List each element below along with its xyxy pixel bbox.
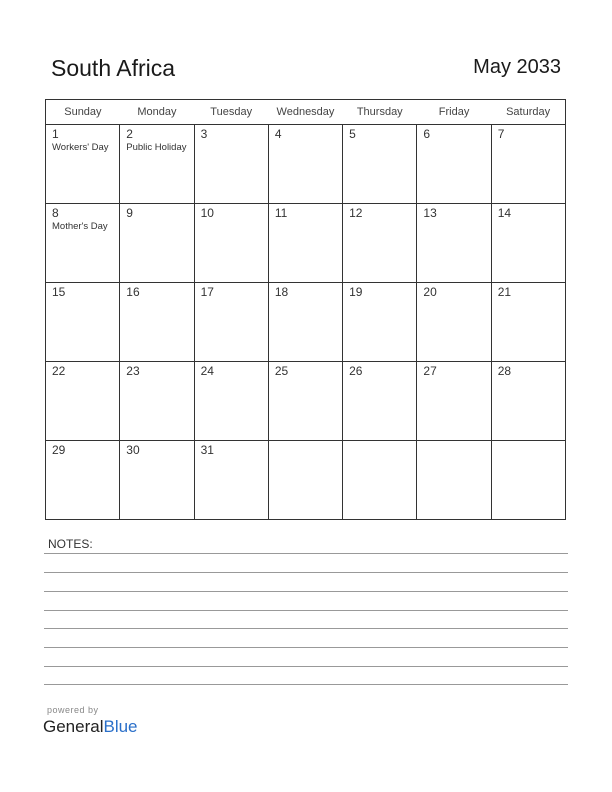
- calendar-day-cell[interactable]: [268, 283, 342, 362]
- note-line: [44, 666, 568, 667]
- calendar-day-cell[interactable]: [343, 283, 417, 362]
- calendar-week-row: [46, 283, 566, 362]
- day-number: 18: [274, 285, 289, 299]
- calendar-day-cell[interactable]: [491, 441, 565, 520]
- calendar-day-cell[interactable]: [343, 125, 417, 204]
- day-number: 27: [423, 364, 437, 378]
- calendar-day-cell[interactable]: [120, 125, 194, 204]
- calendar-day-cell[interactable]: [268, 125, 342, 204]
- calendar-country-title: South Africa: [51, 55, 176, 81]
- day-number: 15: [52, 285, 66, 299]
- note-line: [44, 647, 568, 648]
- weekday-tuesday: Tuesday: [194, 100, 268, 125]
- calendar-day-cell[interactable]: [343, 441, 417, 520]
- calendar-day-cell[interactable]: [194, 125, 268, 204]
- day-number: 26: [349, 364, 363, 378]
- day-number: 2: [126, 127, 133, 141]
- calendar-day-cell[interactable]: [268, 204, 342, 283]
- holiday-label: Workers' Day: [52, 142, 109, 153]
- calendar-day-cell[interactable]: [417, 441, 491, 520]
- weekday-header-row: [46, 100, 566, 125]
- day-number: 6: [423, 127, 431, 141]
- weekday-monday: Monday: [120, 100, 194, 125]
- weekday-saturday: Saturday: [491, 100, 565, 125]
- day-number: 30: [126, 443, 140, 457]
- day-number: 12: [349, 206, 363, 220]
- calendar-day-cell[interactable]: [120, 204, 194, 283]
- day-number: 28: [497, 364, 512, 378]
- calendar-day-cell[interactable]: [46, 125, 120, 204]
- calendar-day-cell[interactable]: [194, 441, 268, 520]
- weekday-sunday: Sunday: [46, 100, 120, 125]
- day-number: 29: [52, 443, 66, 457]
- day-number: 5: [349, 127, 356, 141]
- weekday-friday: Friday: [417, 100, 491, 125]
- day-number: 14: [497, 206, 512, 220]
- day-number: 17: [200, 285, 214, 299]
- holiday-label: Public Holiday: [126, 142, 187, 153]
- calendar-day-cell[interactable]: [194, 283, 268, 362]
- calendar-day-cell[interactable]: [46, 362, 120, 441]
- day-number: 20: [423, 285, 437, 299]
- calendar-grid: [45, 99, 566, 520]
- day-number: 9: [126, 206, 133, 220]
- note-line: [44, 610, 568, 611]
- calendar-day-cell[interactable]: [46, 283, 120, 362]
- calendar-day-cell[interactable]: [491, 125, 565, 204]
- calendar-day-cell[interactable]: [417, 204, 491, 283]
- calendar-week-row: [46, 362, 566, 441]
- calendar-day-cell[interactable]: [491, 204, 565, 283]
- holiday-label: Mother's Day: [52, 221, 108, 232]
- weekday-wednesday: Wednesday: [268, 100, 342, 125]
- note-line: [44, 591, 568, 592]
- day-number: 3: [200, 127, 208, 141]
- calendar-day-cell[interactable]: [417, 362, 491, 441]
- day-number: 13: [423, 206, 437, 220]
- day-number: 24: [200, 364, 214, 378]
- day-number: 23: [126, 364, 140, 378]
- calendar-day-cell[interactable]: [417, 283, 491, 362]
- calendar-day-cell[interactable]: [417, 125, 491, 204]
- calendar-day-cell[interactable]: [120, 441, 194, 520]
- notes-label: NOTES:: [48, 537, 93, 551]
- day-number: 1: [52, 127, 59, 141]
- day-number: 19: [349, 285, 363, 299]
- note-line: [44, 684, 568, 685]
- calendar-day-cell[interactable]: [194, 362, 268, 441]
- calendar-week-row: [46, 125, 566, 204]
- weekday-thursday: Thursday: [343, 100, 417, 125]
- day-number: 11: [274, 206, 288, 220]
- calendar-day-cell[interactable]: [491, 283, 565, 362]
- day-number: 4: [274, 127, 282, 141]
- brand-blue: Blue: [103, 717, 138, 736]
- calendar-day-cell[interactable]: [120, 283, 194, 362]
- brand-general: General: [43, 717, 104, 736]
- calendar-day-cell[interactable]: [343, 362, 417, 441]
- calendar-day-cell[interactable]: [194, 204, 268, 283]
- calendar-day-cell[interactable]: [268, 362, 342, 441]
- day-number: 22: [52, 364, 66, 378]
- note-line: [44, 628, 568, 629]
- day-number: 31: [200, 443, 214, 457]
- day-number: 10: [200, 206, 214, 220]
- note-line: [44, 553, 568, 554]
- calendar-day-cell[interactable]: [268, 441, 342, 520]
- day-number: 21: [497, 285, 512, 299]
- calendar-month-title: May 2033: [473, 56, 561, 78]
- day-number: 25: [274, 364, 289, 378]
- calendar-week-row: [46, 441, 566, 520]
- powered-by-text: powered by: [47, 705, 99, 715]
- day-number: 7: [497, 127, 505, 141]
- calendar-day-cell[interactable]: [120, 362, 194, 441]
- day-number: 8: [52, 206, 59, 220]
- calendar-day-cell[interactable]: [491, 362, 565, 441]
- calendar-day-cell[interactable]: [343, 204, 417, 283]
- calendar-week-row: [46, 204, 566, 283]
- note-line: [44, 572, 568, 573]
- calendar-day-cell[interactable]: [46, 441, 120, 520]
- day-number: 16: [126, 285, 140, 299]
- calendar-day-cell[interactable]: [46, 204, 120, 283]
- generalblue-logo[interactable]: [43, 717, 138, 737]
